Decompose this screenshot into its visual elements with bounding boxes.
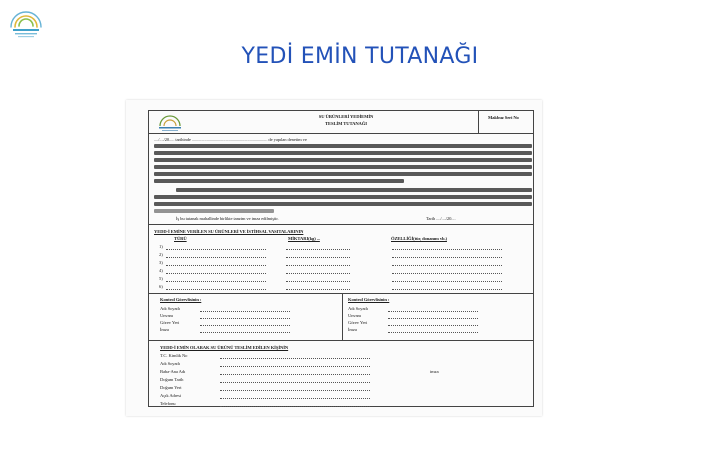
inspector-field-label: Adı Soyadı [348,306,368,311]
recipient-field-label: Baba-Ana Adı [160,369,186,374]
recipient-field-label: Açık Adresi [160,393,181,398]
col-amount-header: MİKTARI(kg) ... [288,236,320,241]
inspector-field-label: Görev Yeri [348,320,368,325]
recipient-field-label: T.C. Kimlik No [160,353,188,358]
recipient-field-label: Doğum Tarih [160,377,184,382]
inspectors-divider [148,340,534,341]
inspector-field-label: İmza [348,327,357,332]
intro-divider [148,224,534,225]
recipient-field-label: Doğum Yeri [160,385,182,390]
inspector-field-label: Görev Yeri [160,320,180,325]
date-field: Tarih ..../..../20.... [426,216,456,221]
vehicle-row: 6) [159,284,163,289]
vehicles-divider [148,293,534,294]
form-title-line2: TESLİM TUTANAĞI [325,121,367,126]
vehicle-row: 4) [159,268,163,273]
inspector-left-heading: Kontrol Görevlisinin : [160,297,202,302]
inspector-field-label: İmza [160,327,169,332]
vehicle-row: 2) [159,252,163,257]
vehicle-row: 3) [159,260,163,265]
ministry-logo-icon [154,113,186,135]
vehicles-heading: YEDD-İ EMİNE VERİLEN SU ÜRÜNLERİ VE İSTİHSAL VASITALARININ [154,229,304,234]
signing-sentence: İş bu tutanak mahallinde birlikte tanzim ve imza edilmiştir. [176,216,279,221]
inspector-field-label: Unvanı [348,313,361,318]
recipient-field-label: Adı Soyadı [160,361,180,366]
col-feature-header: ÖZELLİĞİ(tür, donanım vb.) [391,236,447,241]
col-type-header: TÜRÜ [174,236,187,241]
sign-label: imza [430,369,439,374]
intro-date-line: ..../..../20..... tarihinde ........................................................................ de yapılan denetim ve [154,137,307,142]
inspector-right-heading: Kontrol Görevlisinin : [348,297,390,302]
vehicle-row: 1) [159,244,163,249]
header-column-divider [478,110,479,133]
recipient-heading: YEDD-İ EMİN OLARAK SU ÜRÜNÜ TESLİM EDİLEN KİŞİNİN [160,345,289,350]
vehicle-row: 5) [159,276,163,281]
inspector-field-label: Unvanı [160,313,173,318]
inspector-column-divider [342,293,343,340]
scanned-form [126,100,542,416]
form-title-line1: SU ÜRÜNLERİ YEDİEMİN [318,114,374,119]
header-divider [148,133,534,134]
inspector-field-label: Adı Soyadı [160,306,180,311]
recipient-field-label: Telefonu [160,401,176,406]
serial-label: Makbuz Seri No [488,115,519,120]
slide-title: YEDİ EMİN TUTANAĞI [241,44,479,69]
logo-icon [6,5,46,45]
